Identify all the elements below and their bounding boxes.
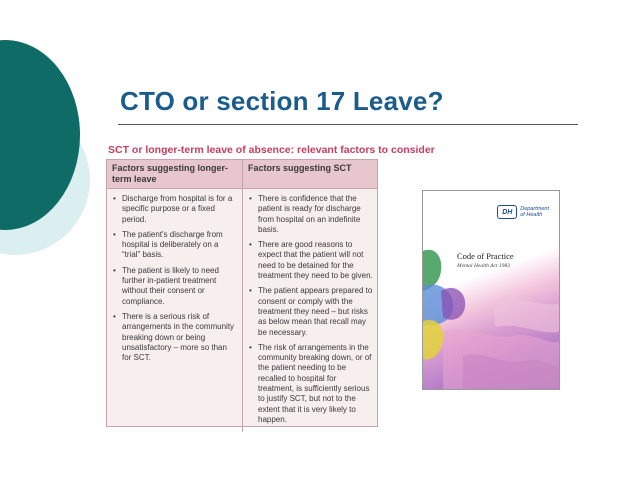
- slide-title: CTO or section 17 Leave?: [120, 86, 444, 116]
- list-item: • There is a serious risk of arrangements in the community breaking down or being unsatisfactory – more so than for SCT.: [122, 312, 238, 363]
- book-subtitle: Mental Health Act 1983: [457, 263, 510, 269]
- dh-logo-line2: of Health: [520, 212, 543, 218]
- list-item: • There are good reasons to expect that the patient will not need to be detained for the treatment they need to be given.: [258, 240, 373, 281]
- table-title: SCT or longer-term leave of absence: relevant factors to consider: [108, 144, 435, 156]
- dh-badge: DH: [497, 205, 517, 219]
- list-item: • The risk of arrangements in the community breaking down, or of the patient needing to be recalled to hospital for treatment, is sufficiently serious to justify SCT, but not to the extent that it is very likely to happen.: [258, 343, 373, 425]
- dh-logo-line1: Department: [520, 206, 549, 212]
- title-underline: [118, 124, 578, 125]
- department-of-health-logo: [497, 205, 549, 219]
- code-of-practice-cover: [422, 190, 560, 390]
- column-sct: [243, 189, 377, 432]
- list-item: • The patient appears prepared to consent or comply with the treatment they need – but risks as below mean that recall may be necessary.: [258, 286, 373, 337]
- table-header-row: [107, 160, 377, 189]
- header-longer-term-leave: Factors suggesting longer-term leave: [107, 160, 243, 188]
- header-sct: Factors suggesting SCT: [248, 163, 352, 173]
- list-item: • The patient's discharge from hospital is deliberately on a “trial” basis.: [122, 230, 238, 261]
- book-title: Code of Practice: [457, 251, 514, 261]
- column-longer-term-leave: [107, 189, 243, 432]
- table-body: [107, 189, 377, 432]
- cover-artwork: [423, 191, 560, 390]
- list-item: • The patient is likely to need further in-patient treatment without their consent or compliance.: [122, 266, 238, 307]
- list-item: • There is confidence that the patient is ready for discharge from hospital on an indefinite basis.: [258, 194, 373, 235]
- factors-table: [106, 159, 378, 427]
- dh-logo-text: [520, 206, 549, 218]
- list-item: • Discharge from hospital is for a specific purpose or a fixed period.: [122, 194, 238, 225]
